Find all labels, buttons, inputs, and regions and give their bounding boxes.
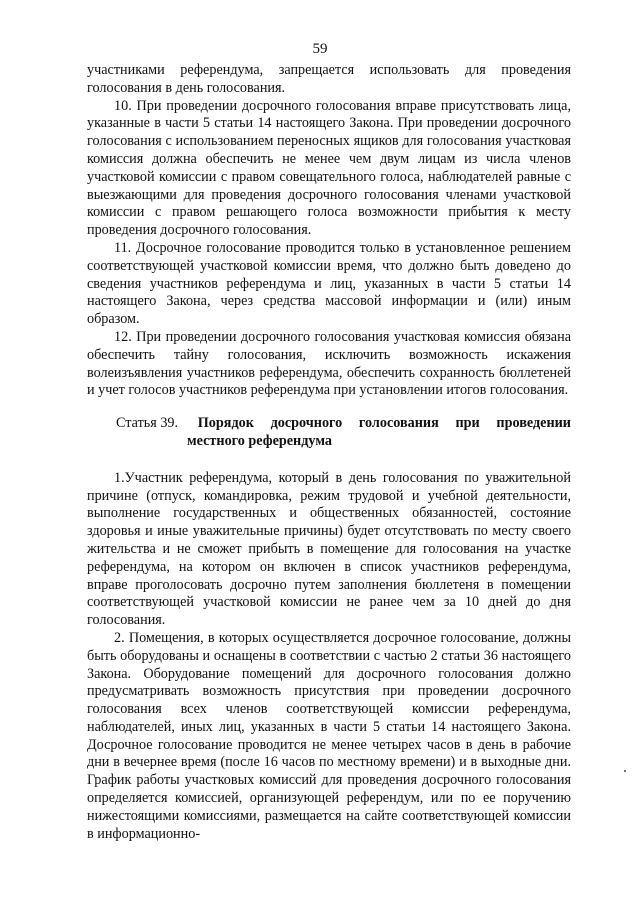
article-heading <box>87 415 571 451</box>
article-title-word: досрочного <box>270 415 343 432</box>
paragraph-item-1: 1.Участник референдума, который в день голосования по уважительной причине (отпуск, командировка, режим трудовой и учебной деятельности, выполнение государственных и общественных обязанностей, состояние здоровья и иные уважительные причины) будет отсутствовать по месту своего жительства и не сможет прибыть в помещение для голосования на участке референдума, на котором он включен в список участников референдума, вправе проголосовать досрочно путем заполнения бюллетеня в помещении соответствующей участковой комиссии не ранее чем за 10 дней до дня голосования. <box>87 469 571 629</box>
paragraph-item-2: 2. Помещения, в которых осуществляется досрочное голосование, должны быть оборудованы и оснащены в соответствии с частью 2 статьи 36 настоящего Закона. Оборудование помещений для досрочного голосования должно предусматривать возможность присутствия при проведении досрочного голосования всех членов соответствующей комиссии референдума, наблюдателей, иных лиц, указанных в части 5 статьи 14 настоящего Закона. Досрочное голосование проводится не менее четырех часов в день в рабочие дни в вечернее время (после 16 часов по местному времени) и в выходные дни. График работы участковых комиссий для проведения досрочного голосования определяется комиссией, организующей референдум, или по ее поручению нижестоящими комиссиями, размещается на сайте соответствующей комиссии в информационно- <box>87 629 571 842</box>
paragraph-item-10: 10. При проведении досрочного голосования вправе присутствовать лица, указанные в части 5 статьи 14 настоящего Закона. При проведении досрочного голосования с использованием переносных ящиков для голосования участковая комиссия должна обеспечить не менее чем двум лицам из числа членов участковой комиссии с правом совещательного голоса, наблюдателей равные с выезжающими для проведения досрочного голосования членами участковой комиссии с правом решающего голоса возможности прибытия к месту проведения досрочного голосования. <box>87 97 571 239</box>
article-title-word: Порядок <box>197 415 254 432</box>
article-heading-line <box>116 415 571 433</box>
scan-speck <box>624 770 626 772</box>
article-label: Статья 39. <box>116 415 179 432</box>
page-number: 59 <box>312 41 328 57</box>
paragraph-item-11: 11. Досрочное голосование проводится только в установленное решением соответствующей участковой комиссии время, что должно быть доведено до сведения участников референдума и лиц, указанных в части 5 статьи 14 настоящего Закона, через средства массовой информации и (или) иным образом. <box>87 239 571 328</box>
paragraph-item-12: 12. При проведении досрочного голосования участковая комиссия обязана обеспечить тайну голосования, исключить возможность искажения волеизъявления участников референдума, обеспечить сохранность бюллетеней и учет голосов участников референдума при установлении итогов голосования. <box>87 328 571 399</box>
page-body <box>87 62 571 843</box>
article-title-continuation: местного референдума <box>187 432 332 449</box>
article-title-word: проведении <box>496 415 571 432</box>
article-title-word: голосования <box>358 415 439 432</box>
article-title-word: при <box>455 415 480 432</box>
paragraph-continuation: участниками референдума, запрещается использовать для проведения голосования в день голосования. <box>87 62 571 96</box>
